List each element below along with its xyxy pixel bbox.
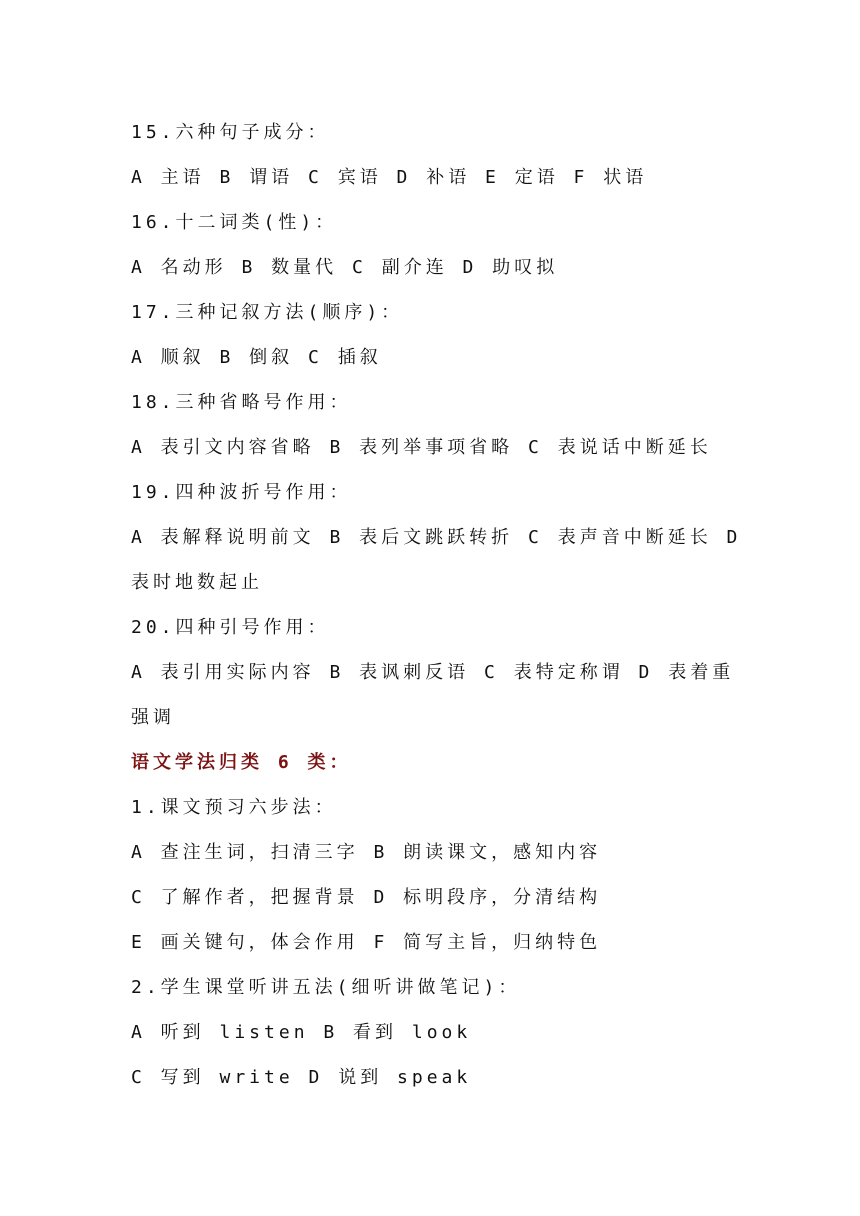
item-18-title: 18.三种省略号作用： [131, 392, 352, 413]
method-1-content-cd: C 了解作者，把握背景 D 标明段序，分清结构 [131, 887, 602, 908]
item-20-title: 20.四种引号作用： [131, 617, 330, 638]
method-2-title: 2.学生课堂听讲五法(细听讲做笔记)： [131, 977, 521, 998]
item-15-title: 15.六种句子成分： [131, 122, 330, 143]
method-1-content-ab: A 查注生词，扫清三字 B 朗读课文，感知内容 [131, 842, 602, 863]
item-19-title: 19.四种波折号作用： [131, 482, 352, 503]
method-1-content-ef: E 画关键句，体会作用 F 简写主旨，归纳特色 [131, 932, 602, 953]
item-18-content: A 表引文内容省略 B 表列举事项省略 C 表说话中断延长 [131, 437, 712, 458]
item-19-content: A 表解释说明前文 B 表后文跳跃转折 C 表声音中断延长 D [131, 527, 742, 548]
item-16-title: 16.十二词类(性)： [131, 212, 338, 233]
item-16-content: A 名动形 B 数量代 C 副介连 D 助叹拟 [131, 257, 559, 278]
method-2-content-ab: A 听到 listen B 看到 look [131, 1022, 472, 1043]
item-20-content: A 表引用实际内容 B 表讽刺反语 C 表特定称谓 D 表着重 [131, 662, 735, 683]
item-20-content-continued: 强调 [131, 707, 175, 728]
document-page [131, 110, 741, 1100]
item-19-content-continued: 表时地数起止 [131, 572, 263, 593]
item-17-title: 17.三种记叙方法(顺序)： [131, 302, 404, 323]
method-2-content-cd: C 写到 write D 说到 speak [131, 1067, 472, 1088]
method-1-title: 1.课文预习六步法： [131, 797, 337, 818]
item-17-content: A 顺叙 B 倒叙 C 插叙 [131, 347, 382, 368]
section-heading: 语文学法归类 6 类： [131, 752, 352, 773]
item-15-content: A 主语 B 谓语 C 宾语 D 补语 E 定语 F 状语 [131, 167, 648, 188]
